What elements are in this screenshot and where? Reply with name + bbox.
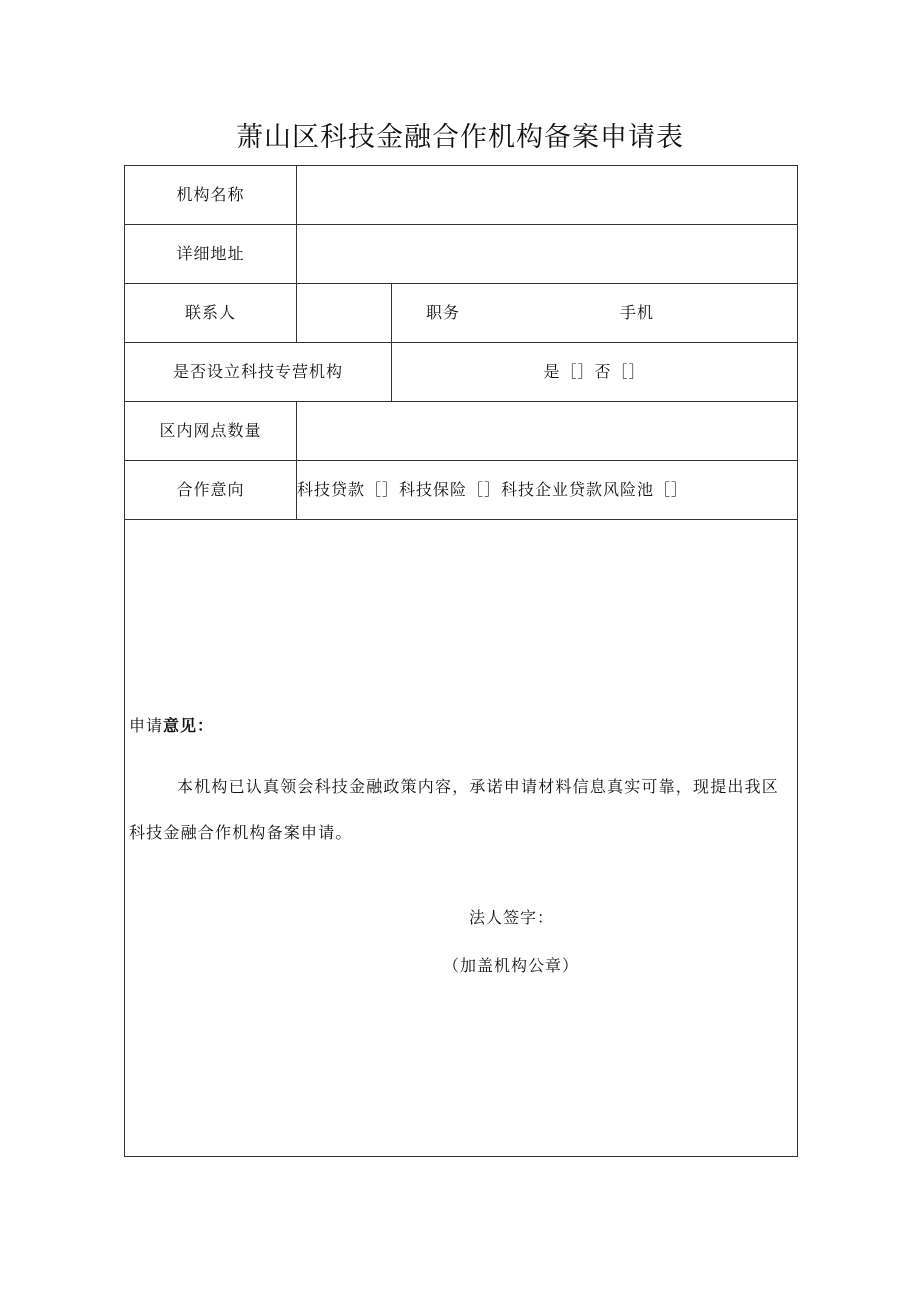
cooperation-intent-label: 合作意向 (125, 461, 297, 520)
org-name-label: 机构名称 (125, 166, 297, 225)
contact-field[interactable] (297, 284, 392, 343)
phone-label: 手机 (620, 303, 655, 322)
opinion-heading-bold: 意见： (163, 716, 215, 735)
row-contact (125, 284, 798, 343)
row-dedicated-branch (125, 343, 798, 402)
application-form-table (124, 165, 798, 1157)
seal-note: （加盖机构公章） (443, 956, 580, 975)
opinion-area (125, 520, 797, 1156)
opinion-heading (129, 716, 214, 736)
org-name-field[interactable] (297, 166, 798, 225)
row-address (125, 225, 798, 284)
dedicated-branch-label: 是否设立科技专营机构 (125, 343, 392, 402)
row-cooperation-intent (125, 461, 798, 520)
dedicated-branch-options[interactable]: 是［］否［］ (392, 343, 798, 402)
row-opinion (125, 520, 798, 1157)
address-label: 详细地址 (125, 225, 297, 284)
opinion-heading-prefix: 申请 (129, 716, 164, 735)
row-org-name (125, 166, 798, 225)
position-phone-cell[interactable] (392, 284, 798, 343)
opinion-cell[interactable] (125, 520, 798, 1157)
opinion-paragraph: 本机构已认真领会科技金融政策内容，承诺申请材料信息真实可靠，现提出我区科技金融合作机构备案申请。 (129, 777, 780, 842)
position-label: 职务 (426, 303, 461, 322)
outlet-count-field[interactable] (297, 402, 798, 461)
address-field[interactable] (297, 225, 798, 284)
cooperation-intent-options[interactable]: 科技贷款［］科技保险［］科技企业贷款风险池［］ (297, 461, 798, 520)
form-title: 萧山区科技金融合作机构备案申请表 (236, 122, 684, 153)
row-outlet-count (125, 402, 798, 461)
outlet-count-label: 区内网点数量 (125, 402, 297, 461)
signature-label: 法人签字： (469, 908, 555, 927)
contact-label: 联系人 (125, 284, 297, 343)
